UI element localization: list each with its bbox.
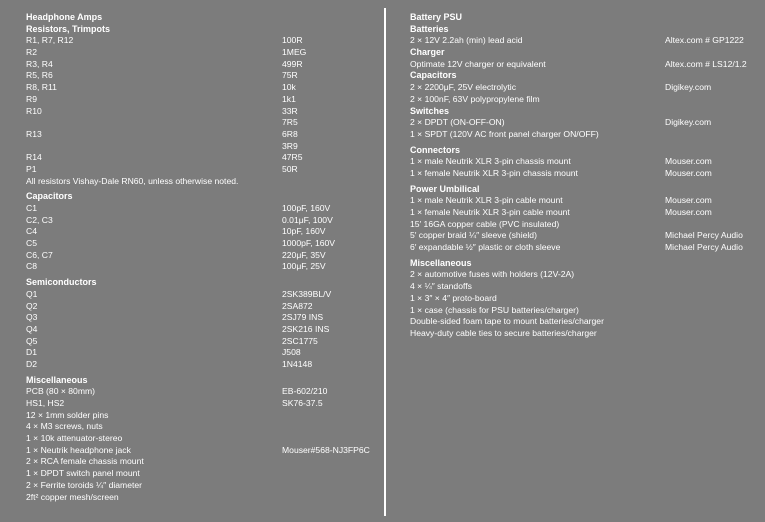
part-name: 1 × 10k attenuator-stereo [26,433,123,444]
part-name: 4 × ¼″ standoffs [410,281,472,292]
part-name: 2 × 100nF, 63V polypropylene film [410,93,540,104]
right-section-miscellaneous [410,258,765,340]
part-name: Q2 [26,300,38,311]
part-value: Michael Percy Audio [665,230,743,241]
right-section-connectors [410,145,765,180]
section-heading: Semiconductors [26,277,97,288]
part-row [410,269,765,281]
part-value: Mouser.com [665,156,712,167]
part-value: Digikey.com [665,82,712,93]
part-name: PCB (80 × 80mm) [26,386,96,397]
section-heading: Charger [410,47,445,58]
part-value: 2SC1775 [282,335,318,346]
part-name: 6′ expandable ½″ plastic or cloth sleeve [410,242,561,253]
headphone-amps-sections [26,24,381,504]
part-name: 1 × 3″ × 4″ proto-board [410,292,497,303]
part-name: R10 [26,105,42,116]
part-name: R1, R7, R12 [26,35,74,46]
column-divider [384,8,386,516]
part-row [26,215,381,227]
part-name: C4 [26,226,37,237]
part-row [410,59,765,71]
part-row [26,289,381,301]
part-row [26,312,381,324]
part-name: 5′ copper braid ¼″ sleeve (shield) [410,230,537,241]
part-row [26,261,381,273]
part-name: R3, R4 [26,58,53,69]
left-section-resistors-trimpots [26,24,381,188]
part-row [26,226,381,238]
battery-psu-parts-list [410,12,765,517]
part-row [26,117,381,129]
part-name: 1 × Neutrik headphone jack [26,444,131,455]
part-value: 1k1 [282,93,296,104]
part-value: 2SJ79 INS [282,312,324,323]
part-name: R2 [26,47,37,58]
part-row [26,94,381,106]
part-row [26,141,381,153]
part-row [26,492,381,504]
part-name: 1 × male Neutrik XLR 3-pin chassis mount [410,156,571,167]
right-section-batteries [410,24,765,47]
part-value: 100pF, 160V [282,203,331,213]
part-value: 1000pF, 160V [282,238,336,249]
section-heading: Capacitors [26,191,73,202]
part-row [26,203,381,215]
part-value: 6R8 [282,128,298,139]
left-section-semiconductors [26,277,381,371]
part-value: 3R9 [282,140,298,151]
part-row [410,207,765,219]
part-row [410,129,765,141]
part-name: 1 × male Neutrik XLR 3-pin cable mount [410,195,563,206]
part-name: HS1, HS2 [26,398,65,408]
part-value: 50R [282,163,298,174]
part-row [410,281,765,293]
part-value: 47R5 [282,152,303,163]
part-value: Mouser#568-NJ3FP6C [282,444,370,455]
part-name: 15′ 16GA copper cable (PVC insulated) [410,218,560,229]
part-row [26,129,381,141]
part-name: C6, C7 [26,249,53,260]
part-row [26,47,381,59]
battery-psu-sections [410,24,765,340]
part-value: Mouser.com [665,195,712,206]
part-name: 2 × 12V 2.2ah (min) lead acid [410,35,523,46]
part-value: SK76-37.5 [282,398,323,408]
part-name: R14 [26,152,42,163]
part-row [410,168,765,180]
part-row [26,398,381,410]
part-name: 1 × case (chassis for PSU batteries/charger) [410,304,579,315]
part-name: Q5 [26,335,38,346]
part-value: 220μF, 35V [282,249,326,260]
part-row [26,386,381,398]
section-heading: Batteries [410,23,449,34]
section-heading: Capacitors [410,70,457,81]
part-row [26,82,381,94]
part-value: EB-602/210 [282,386,328,397]
section-heading: Switches [410,105,450,116]
part-row [26,410,381,422]
part-value: 2SK216 INS [282,323,330,334]
right-section-power-umbilical [410,184,765,254]
part-row [26,106,381,118]
part-row [410,242,765,254]
part-name: C2, C3 [26,214,53,225]
headphone-amps-title: Headphone Amps [26,12,103,22]
part-name: 12 × 1mm solder pins [26,409,109,420]
part-name: R8, R11 [26,82,57,93]
part-name: 1 × DPDT switch panel mount [26,468,140,479]
part-name: 1 × female Neutrik XLR 3-pin chassis mount [410,167,578,178]
part-row [26,35,381,47]
part-name: 2 × 2200μF, 25V electrolytic [410,82,516,93]
part-value: 499R [282,58,303,69]
part-name: Q1 [26,288,38,299]
part-row [26,176,381,188]
part-name: R13 [26,128,42,139]
part-row [410,293,765,305]
part-value: 7R5 [282,117,298,128]
part-name: R5, R6 [26,70,53,81]
part-value: 2SK389BL/V [282,288,332,299]
part-row [26,336,381,348]
part-value: 100μF, 25V [282,261,326,272]
part-name: 4 × M3 screws, nuts [26,421,103,432]
part-value: 10pF, 160V [282,226,326,237]
right-section-switches [410,106,765,141]
part-row [410,82,765,94]
part-row [26,359,381,371]
part-row [410,328,765,340]
part-name: D2 [26,358,37,369]
part-name: Optimate 12V charger or equivalent [410,58,546,69]
part-name: R9 [26,93,37,104]
part-row [26,324,381,336]
left-section-capacitors [26,191,381,273]
part-row [26,59,381,71]
part-value: 75R [282,70,298,81]
part-row [26,70,381,82]
part-name: C1 [26,203,37,213]
part-value: 1MEG [282,47,307,58]
part-row [26,433,381,445]
part-row [410,219,765,231]
part-value: Altex.com # GP1222 [665,35,744,46]
part-value: 100R [282,35,303,46]
part-row [410,316,765,328]
part-row [26,456,381,468]
part-name: Q3 [26,312,38,323]
part-value: 2SA872 [282,300,313,311]
part-row [410,156,765,168]
part-name: 2ft² copper mesh/screen [26,491,119,502]
part-value: 10k [282,82,296,93]
part-name: Double-sided foam tape to mount batteries/charger [410,316,604,327]
part-row [410,195,765,207]
part-row [410,35,765,47]
part-name: Heavy-duty cable ties to secure batteries/charger [410,327,597,338]
part-row [26,347,381,359]
part-value: Michael Percy Audio [665,242,743,253]
part-name: 1 × female Neutrik XLR 3-pin cable mount [410,207,570,217]
left-section-miscellaneous [26,375,381,504]
part-row [26,445,381,457]
part-value: J508 [282,347,301,358]
part-name: 2 × DPDT (ON-OFF-ON) [410,117,505,128]
right-section-capacitors [410,70,765,105]
right-section-charger [410,47,765,70]
part-value: Digikey.com [665,117,712,128]
part-value: Mouser.com [665,207,712,217]
part-row [26,250,381,262]
section-heading: Resistors, Trimpots [26,23,111,34]
part-row [410,230,765,242]
part-value: 33R [282,105,298,116]
part-name: D1 [26,347,37,358]
part-name: Q4 [26,323,38,334]
part-row [410,305,765,317]
section-heading: Connectors [410,144,461,155]
part-row [26,164,381,176]
part-row [26,152,381,164]
part-row [26,468,381,480]
part-value: Altex.com # LS12/1.2 [665,58,747,69]
part-name: C8 [26,261,37,272]
part-value: 1N4148 [282,358,313,369]
section-heading: Miscellaneous [26,374,88,385]
part-name: 2 × Ferrite toroids ¼″ diameter [26,479,143,490]
part-name: P1 [26,163,37,174]
part-row [410,94,765,106]
section-heading: Miscellaneous [410,257,472,268]
part-name: 1 × SPDT (120V AC front panel charger ON/OFF) [410,128,599,139]
part-row [26,238,381,250]
part-row [26,301,381,313]
part-name: 2 × RCA female chassis mount [26,456,144,467]
part-name: C5 [26,238,37,249]
part-name: 2 × automotive fuses with holders (12V-2A) [410,269,575,280]
headphone-amps-parts-list [26,12,381,517]
section-heading: Power Umbilical [410,183,480,194]
part-name: All resistors Vishay-Dale RN60, unless otherwise noted. [26,175,239,186]
battery-psu-title: Battery PSU [410,12,463,22]
part-row [26,421,381,433]
part-value: Mouser.com [665,167,712,178]
part-value: 0.01μF, 100V [282,214,333,225]
part-row [26,480,381,492]
part-row [410,117,765,129]
